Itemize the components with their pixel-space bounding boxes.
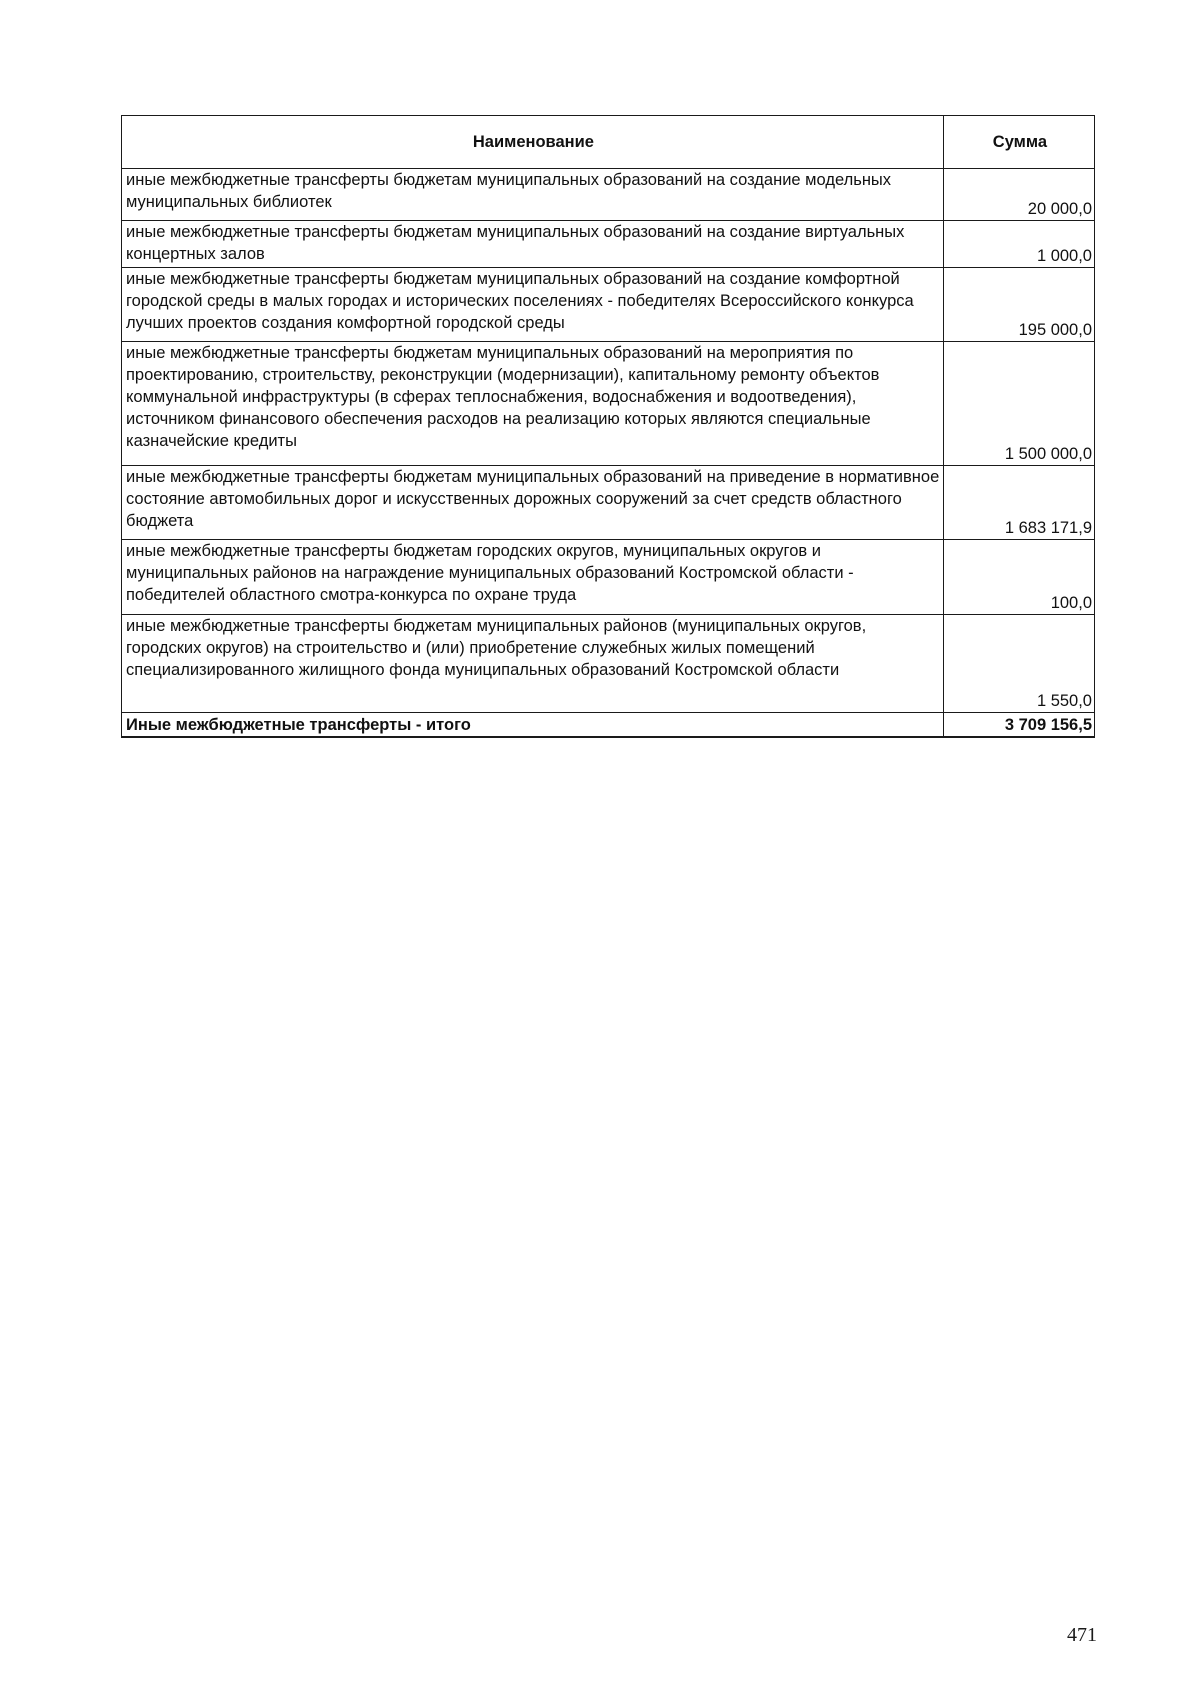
row-name: иные межбюджетные трансферты бюджетам муниципальных образований на приведение в нормативное состояние автомобильных дорог и искусственных дорожных сооружений за счет средств областного бюджета — [122, 466, 944, 540]
row-sum: 195 000,0 — [943, 268, 1094, 342]
header-name: Наименование — [122, 116, 944, 169]
total-sum: 3 709 156,5 — [943, 713, 1094, 738]
row-sum: 1 550,0 — [943, 615, 1094, 713]
table-row — [122, 540, 1095, 615]
table-row — [122, 342, 1095, 466]
row-sum: 20 000,0 — [943, 169, 1094, 221]
row-name: иные межбюджетные трансферты бюджетам муниципальных образований на создание модельных муниципальных библиотек — [122, 169, 944, 221]
total-name: Иные межбюджетные трансферты - итого — [122, 713, 944, 738]
row-sum: 100,0 — [943, 540, 1094, 615]
table-row — [122, 268, 1095, 342]
table-row — [122, 221, 1095, 268]
table-row — [122, 466, 1095, 540]
header-sum: Сумма — [943, 116, 1094, 169]
row-sum: 1 500 000,0 — [943, 342, 1094, 466]
budget-table — [121, 115, 1095, 738]
page-number: 471 — [1067, 1624, 1097, 1646]
row-name: иные межбюджетные трансферты бюджетам муниципальных образований на создание виртуальных концертных залов — [122, 221, 944, 268]
table-row — [122, 615, 1095, 713]
row-sum: 1 683 171,9 — [943, 466, 1094, 540]
table-header-row — [122, 116, 1095, 169]
row-name: иные межбюджетные трансферты бюджетам городских округов, муниципальных округов и муниципальных районов на награждение муниципальных образований Костромской области - победителей областного смотра-конкурса по охране труда — [122, 540, 944, 615]
row-name: иные межбюджетные трансферты бюджетам муниципальных образований на мероприятия по проектированию, строительству, реконструкции (модернизации), капитальному ремонту объектов коммунальной инфраструктуры (в сферах теплоснабжения, водоснабжения и водоотведения), источником финансового обеспечения расходов на реализацию которых являются специальные казначейские кредиты — [122, 342, 944, 466]
row-sum: 1 000,0 — [943, 221, 1094, 268]
row-name: иные межбюджетные трансферты бюджетам муниципальных районов (муниципальных округов, городских округов) на строительство и (или) приобретение служебных жилых помещений специализированного жилищного фонда муниципальных образований Костромской области — [122, 615, 944, 713]
row-name: иные межбюджетные трансферты бюджетам муниципальных образований на создание комфортной городской среды в малых городах и исторических поселениях - победителях Всероссийского конкурса лучших проектов создания комфортной городской среды — [122, 268, 944, 342]
total-row — [122, 713, 1095, 738]
table-row — [122, 169, 1095, 221]
